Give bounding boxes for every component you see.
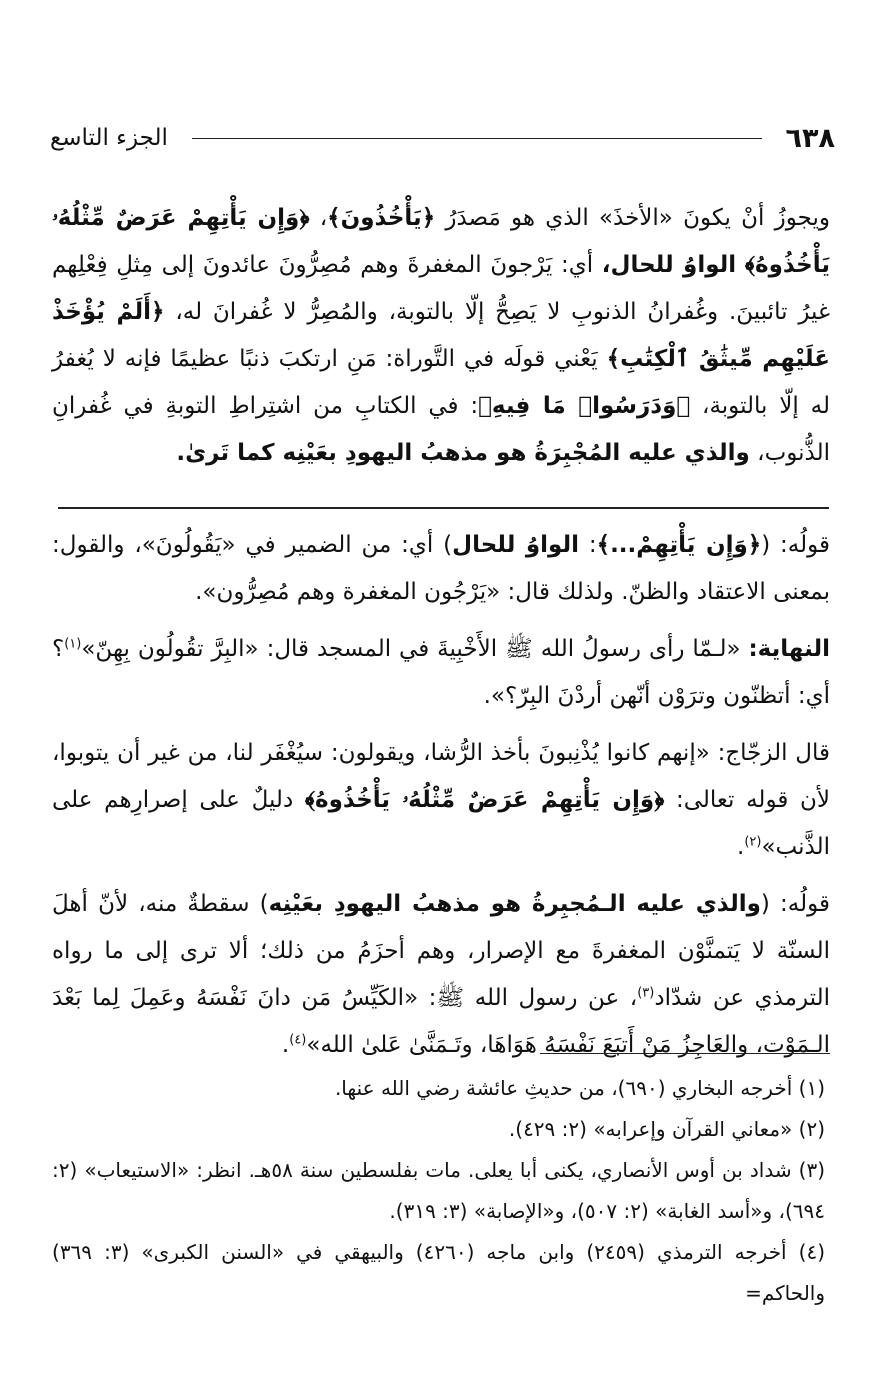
text-run: قولُه: ( [760,891,830,917]
page-header [50,118,835,158]
quran-quote: ﴿أَلَمْ يُؤْخَذْ عَلَيْهِم مِّيثَٰقُ ٱلْكِتَٰبِ﴾ [52,299,830,372]
part-title: الجزء التاسع [50,125,168,151]
quran-quote: ﴿وَإِن يَأْتِهِمْ عَرَضٌ مِّثْلُهُۥ يَأْخُذُوهُ﴾ [304,787,665,813]
text-run: يَعْني قولَه في التَّوراة: مَنِ ارتكبَ ذنبًا عظيمًا فإنه لا يُغفرُ له إلّا بالتوبة، [52,346,830,419]
quran-quote: ﴿وَإِن يَأْتِهِمْ...﴾ [596,532,762,558]
footnote-marker: (٤) [289,1032,307,1048]
text-separator [58,507,829,509]
main-paragraph [52,195,830,477]
text-run: : [579,532,597,558]
bold-phrase: والذي عليه الـمُجبِرةُ هو مذهبُ اليهودِ بعَيْنِه [268,891,761,917]
text-run: ويجوزُ أنْ يكونَ «الأخذَ» الذي هو مَصدَرُ [435,205,830,231]
text-run [736,252,745,278]
bold-phrase: الواوُ للحال [452,532,579,558]
commentary-paragraph [52,626,830,720]
text-run: قولُه: ( [761,532,831,558]
text-run: . [737,834,745,860]
bold-phrase: النهاية: [748,636,830,662]
footnote-marker: (٢) [744,834,762,850]
text-run: ؟ أي: أتظنّون وترَوْن أنّهن أردْنَ البِرّ؟». [52,636,830,709]
commentary-paragraph [52,522,830,616]
text-run: : في الكتابِ من اشتِراطِ التوبةِ في غُفرانِ الذُّنوب، [52,393,830,466]
text-run: دليلٌ على إصرارِهم على الذَّنب» [52,787,830,860]
footnote: (١) أخرجه البخاري (٦٩٠)، من حديثِ عائشة رضي الله عنها. [334,1076,825,1100]
text-run: ، [309,205,328,231]
text-run: ) سقطةٌ منه، لأنّ أهلَ السنّة لا يَتمنَّوْن المغفرةَ مع الإصرار، وهم أحزَمُ من ذلك؛ ألا ترى إلى ما رواه الترمذي عن شدّاد [52,891,830,1011]
footnote: (٣) شداد بن أوس الأنصاري، يكنى أبا يعلى. مات بفلسطين سنة ٥٨هـ. انظر: «الاستيعاب» (٢: ٦٩٤)، و«أسد الغابة» (٢: ٥٠٧)، و«الإصابة» (٣: ٣١٩). [52,1158,825,1223]
text-run: «لـمّا رأى رسولُ الله ﷺ الأَخْبِيةَ في المسجد قال: «البِرَّ تقُولُون بِهِنّ» [81,636,749,662]
bold-phrase: الواوُ للحال، [601,252,737,278]
main-text [52,195,830,477]
footnote-separator [540,1053,830,1054]
text-run: . [281,1032,290,1058]
quran-quote: ﴿يَأْخُذُونَ﴾ [327,205,436,231]
footnote: (٤) أخرجه الترمذي (٢٤٥٩) وابن ماجه (٤٢٦٠) والبيهقي في «السنن الكبرى» (٣: ٣٦٩) والحاكم= [52,1240,826,1305]
footnote: (٢) «معاني القرآن وإعرابه» (٢: ٤٢٩). [508,1117,825,1141]
bold-phrase: والذي عليه المُجْبِرَةُ هو مذهبُ اليهودِ بعَيْنِه كما تَرىٰ. [176,440,750,466]
footnotes [52,1068,825,1314]
text-run: ) أي: من الضمير في «يَقُولُونَ»، والقول: بمعنى الاعتقاد والظنّ. ولذلك قال: «يَرْجُون المغفرة وهم مُصِرُّون». [52,532,830,605]
footnote-marker: (١) [64,636,82,652]
quran-quote: ﴿وَدَرَسُوا۟ مَا فِيهِ﴾ [478,393,691,419]
text-run: ، عن رسول الله ﷺ: «الكَيِّسُ مَن دانَ نَفْسَهُ وعَمِلَ لِما بَعْدَ الـمَوْت، والعَاجِزُ مَنْ أَتبَعَ نَفْسَهُ هَوَاهَا، وتَـمَنَّىٰ عَلىٰ الله» [52,985,830,1058]
quran-quote: ﴿وَإِن يَأْتِهِمْ عَرَضٌ مِّثْلُهُۥ يَأْخُذُوهُ﴾ [52,205,831,278]
commentary-paragraph [52,881,830,1069]
text-run: أي: يَرْجونَ المغفرةَ وهم مُصِرُّونَ عائدونَ إلى مِثلِ فِعْلِهم غيرُ تائبينَ. وغُفرانُ الذنوبِ لا يَصِحُّ إلّا بالتوبة، والمُصِرُّ لا غُفرانَ له، [52,252,830,325]
page-number: ٦٣٨ [785,122,835,154]
commentary-paragraph [52,730,830,871]
commentary-section [52,522,830,1079]
header-rule [192,138,762,139]
text-run: قال الزجّاج: «إنهم كانوا يُذْنِبونَ بأخذ الرُّشا، ويقولون: سيُغْفَر لنا، من غير أن يتوبوا، لأن قوله تعالى: [52,740,830,813]
footnote-marker: (٣) [637,985,655,1001]
